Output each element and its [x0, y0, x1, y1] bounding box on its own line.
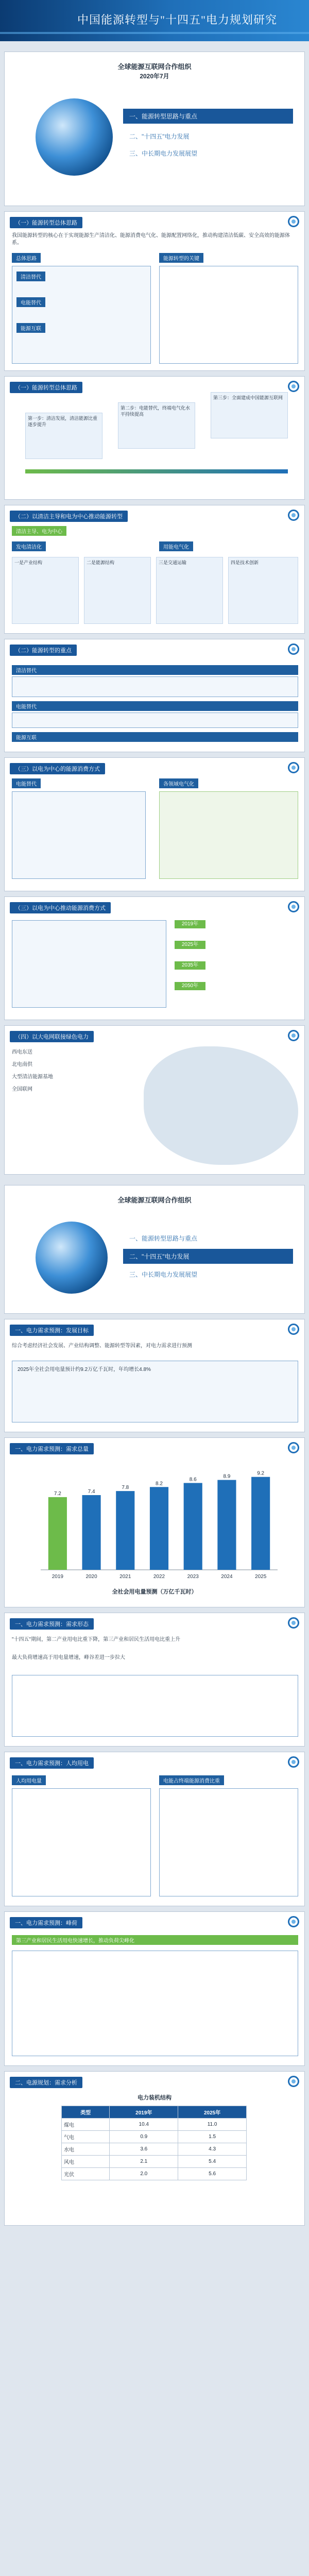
data-label: 7.8	[122, 1485, 129, 1491]
slide-grid	[4, 1025, 305, 1175]
data-label: 8.9	[223, 1473, 231, 1480]
menu-item: 一、能源转型思路与重点	[123, 109, 293, 124]
globe-image	[36, 1222, 108, 1294]
logo-icon	[288, 1442, 299, 1453]
slide-consumption	[4, 757, 305, 891]
pillar-label: 总体思路	[12, 253, 41, 263]
section-tag: （二）以清洁主导和电为中心推动能源转型	[10, 511, 128, 522]
menu-item: 一、能源转型思路与重点	[129, 1235, 198, 1242]
section-tag: 一、电力需求预测：需求总量	[10, 1443, 94, 1454]
cover-slide	[4, 52, 305, 206]
data-label: 7.4	[88, 1488, 95, 1495]
progress-arrow	[25, 469, 288, 473]
header-stripe	[0, 32, 309, 34]
focus-bar: 能源互联	[12, 732, 298, 742]
cover-slide	[4, 1185, 305, 1314]
table-header: 2025年	[178, 2106, 247, 2119]
consumption-box	[159, 791, 298, 879]
logo-icon	[288, 2076, 299, 2087]
section-tag: （一）能源转型总体思路	[10, 382, 82, 393]
logo-icon	[288, 762, 299, 773]
capacity-table	[61, 2106, 247, 2180]
form-chart	[12, 1675, 298, 1737]
sub-label: 各领域电气化	[159, 778, 198, 788]
slide-focus	[4, 639, 305, 752]
logo-icon	[288, 1617, 299, 1629]
section-tag: 一、电力需求预测：峰荷	[10, 1917, 82, 1928]
share-chart	[159, 1788, 298, 1896]
focus-content	[12, 713, 298, 728]
table-cell: 4.3	[178, 2143, 247, 2156]
bar	[48, 1497, 67, 1570]
menu-item: 三、中长期电力发展展望	[129, 1271, 198, 1278]
section-tag: （三）以电为中心推动能源消费方式	[10, 902, 111, 913]
focus-bar: 清洁替代	[12, 665, 298, 675]
cover-org: 全球能源互联网合作组织	[117, 63, 192, 71]
peak-chart	[12, 1951, 298, 2056]
grid-points	[12, 1049, 135, 1093]
bar	[184, 1483, 202, 1570]
slide-per-capita	[4, 1752, 305, 1906]
intro-text: 我国能源转型的核心在于实现能源生产清洁化、能源消费电气化、能源配置网络化，推动构建清洁低碳、安全高效的能源体系。	[12, 233, 290, 246]
item-label: 电能替代	[16, 297, 45, 307]
table-cell: 气电	[62, 2131, 110, 2143]
section-tag: 一、电力需求预测：发展目标	[10, 1325, 94, 1336]
year-label: 2035年	[175, 961, 205, 970]
logo-icon	[288, 381, 299, 392]
table-cell: 水电	[62, 2143, 110, 2156]
tick-label: 2024	[221, 1574, 233, 1580]
slide-stages	[4, 376, 305, 500]
point-text: 北电南供	[12, 1062, 32, 1067]
link-label: 用能电气化	[159, 541, 193, 551]
item-label: 人均用电量	[12, 1775, 46, 1785]
menu-item: 二、"十四五"电力发展	[123, 1249, 293, 1264]
slide-demand-target	[4, 1319, 305, 1432]
china-map	[144, 1046, 298, 1165]
page-title: 中国能源转型与"十四五"电力规划研究	[77, 13, 277, 26]
table-cell: 煤电	[62, 2119, 110, 2131]
data-label: 9.2	[257, 1470, 265, 1477]
cover-org: 全球能源互联网合作组织	[117, 1196, 192, 1204]
section-tag: （一）能源转型总体思路	[10, 217, 82, 228]
year-label: 2025年	[175, 941, 205, 949]
chart-caption: 全社会用电量预测（万亿千瓦时）	[112, 1589, 197, 1595]
menu-item: 三、中长期电力发展展望	[129, 150, 198, 157]
stage-card: 第一步：清洁发展，清洁能源比重逐步提升	[25, 413, 102, 459]
logo-icon	[288, 1756, 299, 1768]
data-label: 7.2	[54, 1490, 61, 1497]
logo-icon	[288, 1916, 299, 1927]
table-cell: 2.1	[110, 2156, 178, 2168]
group-card: 三是交通运输	[156, 557, 223, 624]
section-tag: 一、电力需求预测：需求形态	[10, 1618, 94, 1630]
logo-icon	[288, 643, 299, 655]
page-header	[0, 0, 309, 41]
body-text: 2025年全社会用电量预计约9.2万亿千瓦时，年均增长4.8%	[18, 1367, 151, 1372]
body-text: "十四五"期间，第二产业用电比重下降，第三产业和居民生活用电比重上升	[12, 1637, 181, 1642]
slide-demand-form	[4, 1613, 305, 1747]
table-cell: 0.9	[110, 2131, 178, 2143]
stage-card: 第二步：电能替代，终端电气化水平持续提高	[118, 402, 195, 449]
slide-energy-transition	[4, 211, 305, 371]
sub-label: 电能替代	[12, 778, 41, 788]
menu-item: 二、"十四五"电力发展	[129, 133, 190, 140]
table-row	[62, 2156, 247, 2168]
logo-icon	[288, 216, 299, 227]
focus-content	[12, 676, 298, 697]
group-card: 二是能源结构	[84, 557, 151, 624]
tick-label: 2020	[85, 1574, 97, 1580]
diagram-box	[159, 266, 298, 364]
slide-pathway	[4, 505, 305, 634]
table-row	[62, 2119, 247, 2131]
peak-banner: 第三产业和居民生活用电快速增长，推动负荷尖峰化	[12, 1935, 298, 1945]
logo-icon	[288, 510, 299, 521]
table-cell: 10.4	[110, 2119, 178, 2131]
table-caption: 电力装机结构	[138, 2095, 171, 2101]
table-cell: 2.0	[110, 2168, 178, 2180]
body-text: 最大负荷增速高于用电量增速，峰谷差进一步拉大	[12, 1655, 125, 1660]
data-label: 8.6	[189, 1477, 197, 1483]
pillar-label: 能源转型的关键	[159, 253, 203, 263]
consumption-box	[12, 791, 146, 879]
per-capita-chart	[12, 1788, 151, 1896]
table-row	[62, 2143, 247, 2156]
tick-label: 2023	[187, 1574, 199, 1580]
tick-label: 2021	[119, 1574, 131, 1580]
slide-supply	[4, 2071, 305, 2226]
focus-bar: 电能替代	[12, 701, 298, 711]
section-tag: （四）以大电网联接绿色电力	[10, 1031, 94, 1042]
globe-image	[36, 98, 113, 176]
item-label: 清洁替代	[16, 272, 45, 281]
pathway-label: 清洁主导、电为中心	[12, 526, 66, 536]
demand-chart	[25, 1464, 283, 1582]
table-cell: 风电	[62, 2156, 110, 2168]
item-label: 能源互联	[16, 323, 45, 333]
item-label: 电能占终端能源消费比重	[159, 1775, 224, 1785]
table-cell: 1.5	[178, 2131, 247, 2143]
group-card: 一是产业结构	[12, 557, 79, 624]
tick-label: 2025	[255, 1574, 267, 1580]
table-header: 2019年	[110, 2106, 178, 2119]
stage-card: 第三步：全面建成中国能源互联网	[211, 392, 288, 438]
section-tag: （二）能源转型的重点	[10, 645, 77, 656]
table-cell: 5.4	[178, 2156, 247, 2168]
table-row	[62, 2131, 247, 2143]
body-text: 综合考虑经济社会发展、产业结构调整、能源转型等因素，对电力需求进行预测	[12, 1343, 192, 1349]
logo-icon	[288, 901, 299, 912]
bar	[116, 1491, 134, 1570]
year-label: 2019年	[175, 920, 205, 928]
logo-icon	[288, 1030, 299, 1041]
point-text: 大型清洁能源基地	[12, 1074, 53, 1080]
table-cell: 5.6	[178, 2168, 247, 2180]
tick-label: 2022	[153, 1574, 165, 1580]
data-label: 8.2	[156, 1481, 163, 1487]
slide-demand-total	[4, 1437, 305, 1607]
bar	[217, 1480, 236, 1570]
section-tag: 一、电力需求预测：人均用电	[10, 1757, 94, 1769]
bar	[251, 1477, 270, 1570]
table-cell: 光伏	[62, 2168, 110, 2180]
target-box	[12, 1361, 298, 1422]
table-cell: 3.6	[110, 2143, 178, 2156]
table-row	[62, 2168, 247, 2180]
cover-menu	[123, 109, 293, 160]
cover-date: 2020年7月	[140, 73, 169, 80]
tick-label: 2019	[52, 1574, 63, 1580]
bar	[82, 1495, 101, 1570]
link-label: 发电清洁化	[12, 541, 46, 551]
logo-icon	[288, 1324, 299, 1335]
slide-timeline	[4, 896, 305, 1020]
timeline-box	[12, 920, 166, 1008]
section-tag: （三）以电为中心的能源消费方式	[10, 763, 105, 774]
table-cell: 11.0	[178, 2119, 247, 2131]
year-label: 2050年	[175, 982, 205, 990]
cover-menu	[123, 1232, 293, 1281]
framework-box	[12, 266, 151, 364]
section-tag: 二、电源规划：需求分析	[10, 2077, 82, 2088]
slide-peak	[4, 1911, 305, 2066]
point-text: 西电东送	[12, 1049, 32, 1055]
table-header: 类型	[62, 2106, 110, 2119]
group-card: 四是技术创新	[228, 557, 298, 624]
bar	[150, 1487, 168, 1570]
point-text: 全国联网	[12, 1087, 32, 1092]
